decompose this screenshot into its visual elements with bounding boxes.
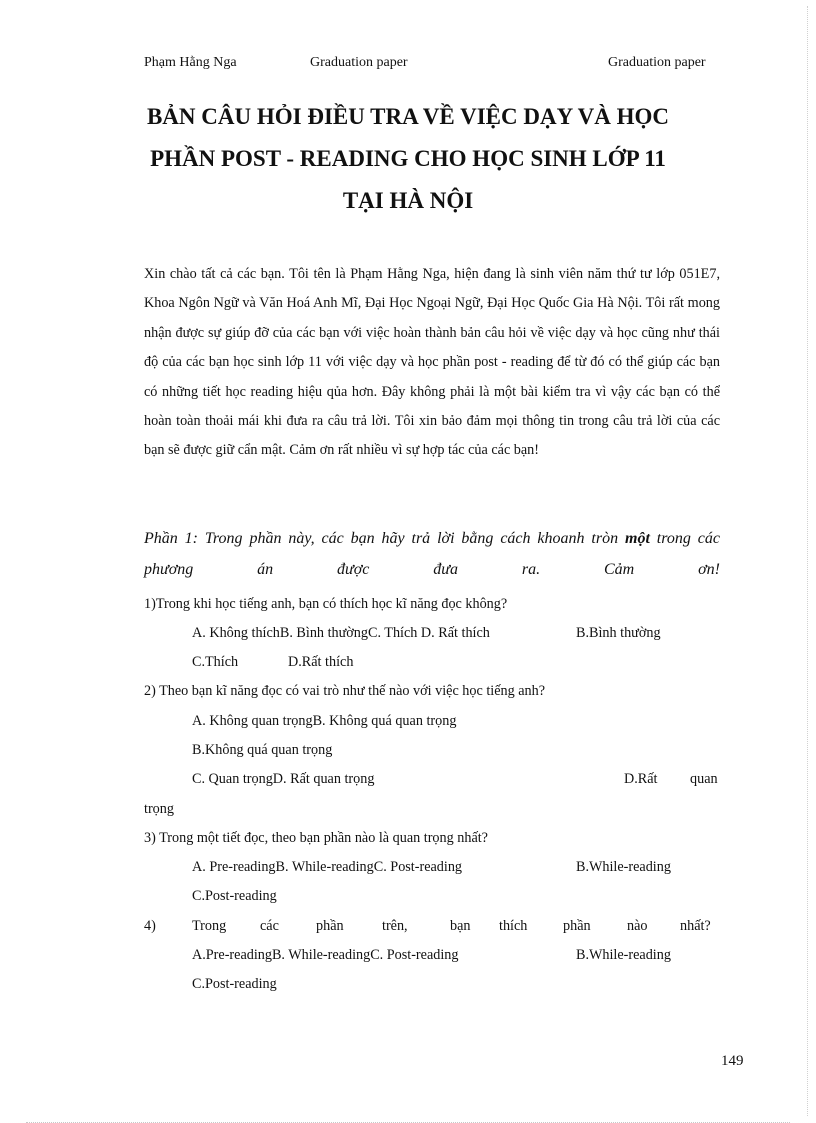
question-4-options-inline: A.Pre-readingB. While-readingC. Post-reading xyxy=(192,947,459,963)
question-1-options-inline: A. Không thíchB. Bình thườngC. Thích D. Rất thích xyxy=(192,625,490,641)
question-2: 2) Theo bạn kĩ năng đọc có vai trò như thế nào với việc học tiếng anh? xyxy=(144,683,546,699)
question-4-word: các xyxy=(260,918,279,934)
question-4-word: nào xyxy=(627,918,648,934)
question-3-options-inline: A. Pre-readingB. While-readingC. Post-reading xyxy=(192,859,463,875)
document-title xyxy=(100,96,716,222)
section-1-instruction xyxy=(144,523,720,585)
header-title-mid: Graduation paper xyxy=(310,55,408,70)
question-4-word: bạn xyxy=(450,918,471,934)
question-4-word: nhất? xyxy=(680,918,711,934)
question-2-options-cd: C. Quan trọngD. Rất quan trọng xyxy=(192,771,375,787)
question-2-option-d-part2: quan xyxy=(690,771,718,787)
question-4-word: trên, xyxy=(382,918,408,934)
title-line-2: PHẦN POST - READING CHO HỌC SINH LỚP 11 xyxy=(150,146,666,171)
header-title-right: Graduation paper xyxy=(608,55,706,70)
section-instruction-bold: một xyxy=(625,530,650,547)
question-1: 1)Trong khi học tiếng anh, bạn có thích học kĩ năng đọc không? xyxy=(144,596,508,612)
title-line-1: BẢN CÂU HỎI ĐIỀU TRA VỀ VIỆC DẠY VÀ HỌC xyxy=(146,104,670,129)
question-4-number: 4) xyxy=(144,918,156,934)
question-4-option-c: C.Post-reading xyxy=(192,976,277,992)
question-3-option-c: C.Post-reading xyxy=(192,888,277,904)
title-line-3: TẠI HÀ NỘI xyxy=(342,188,474,213)
question-4-word: phần xyxy=(316,918,344,934)
page-number: 149 xyxy=(721,1053,744,1069)
question-3-option-b: B.While-reading xyxy=(576,859,671,875)
question-2-option-d-part1: D.Rất xyxy=(624,771,658,787)
question-4-word: Trong xyxy=(192,918,227,934)
section-instruction-end: trong các phương án được đưa ra. Cảm ơn! xyxy=(144,530,720,578)
question-2-option-d-part3: trọng xyxy=(144,801,174,817)
question-3: 3) Trong một tiết đọc, theo bạn phần nào là quan trọng nhất? xyxy=(144,830,488,846)
question-4-word: thích xyxy=(499,918,528,934)
question-1-option-c: C.Thích xyxy=(192,654,239,670)
question-1-option-b: B.Bình thường xyxy=(576,625,661,641)
page-edge-rule xyxy=(807,6,808,1116)
intro-paragraph: Xin chào tất cả các bạn. Tôi tên là Phạm Hằng Nga, hiện đang là sinh viên năm thứ tư lớp 051E7, Khoa Ngôn Ngữ và Văn Hoá Anh Mĩ, Đại Học Ngoại Ngữ, Đại Học Quốc Gia Hà Nội. Tôi rất mong nhận được sự giúp đỡ của các bạn với việc hoàn thành bản câu hỏi về việc dạy và học cũng như thái độ của các bạn học sinh lớp 11 với việc dạy và học phần post - reading để từ đó có thể giúp các bạn có những tiết học reading hiệu qủa hơn. Đây không phải là một bài kiểm tra vì vậy các bạn có thể hoàn toàn thoải mái khi đưa ra câu trả lời. Tôi xin bảo đảm mọi thông tin trong câu trả lời của các bạn sẽ được giữ cẩn mật. Cảm ơn rất nhiều vì sự hợp tác của các bạn! xyxy=(144,266,720,459)
section-instruction-start: Phần 1: Trong phần này, các bạn hãy trả lời bằng cách khoanh tròn xyxy=(144,530,626,547)
question-4-option-b: B.While-reading xyxy=(576,947,671,963)
header-author: Phạm Hằng Nga xyxy=(144,55,237,70)
question-1-option-d: D.Rất thích xyxy=(288,654,354,670)
question-4-word: phần xyxy=(563,918,591,934)
question-2-option-b: B.Không quá quan trọng xyxy=(192,742,333,758)
question-2-options-ab: A. Không quan trọngB. Không quá quan trọng xyxy=(192,713,457,729)
